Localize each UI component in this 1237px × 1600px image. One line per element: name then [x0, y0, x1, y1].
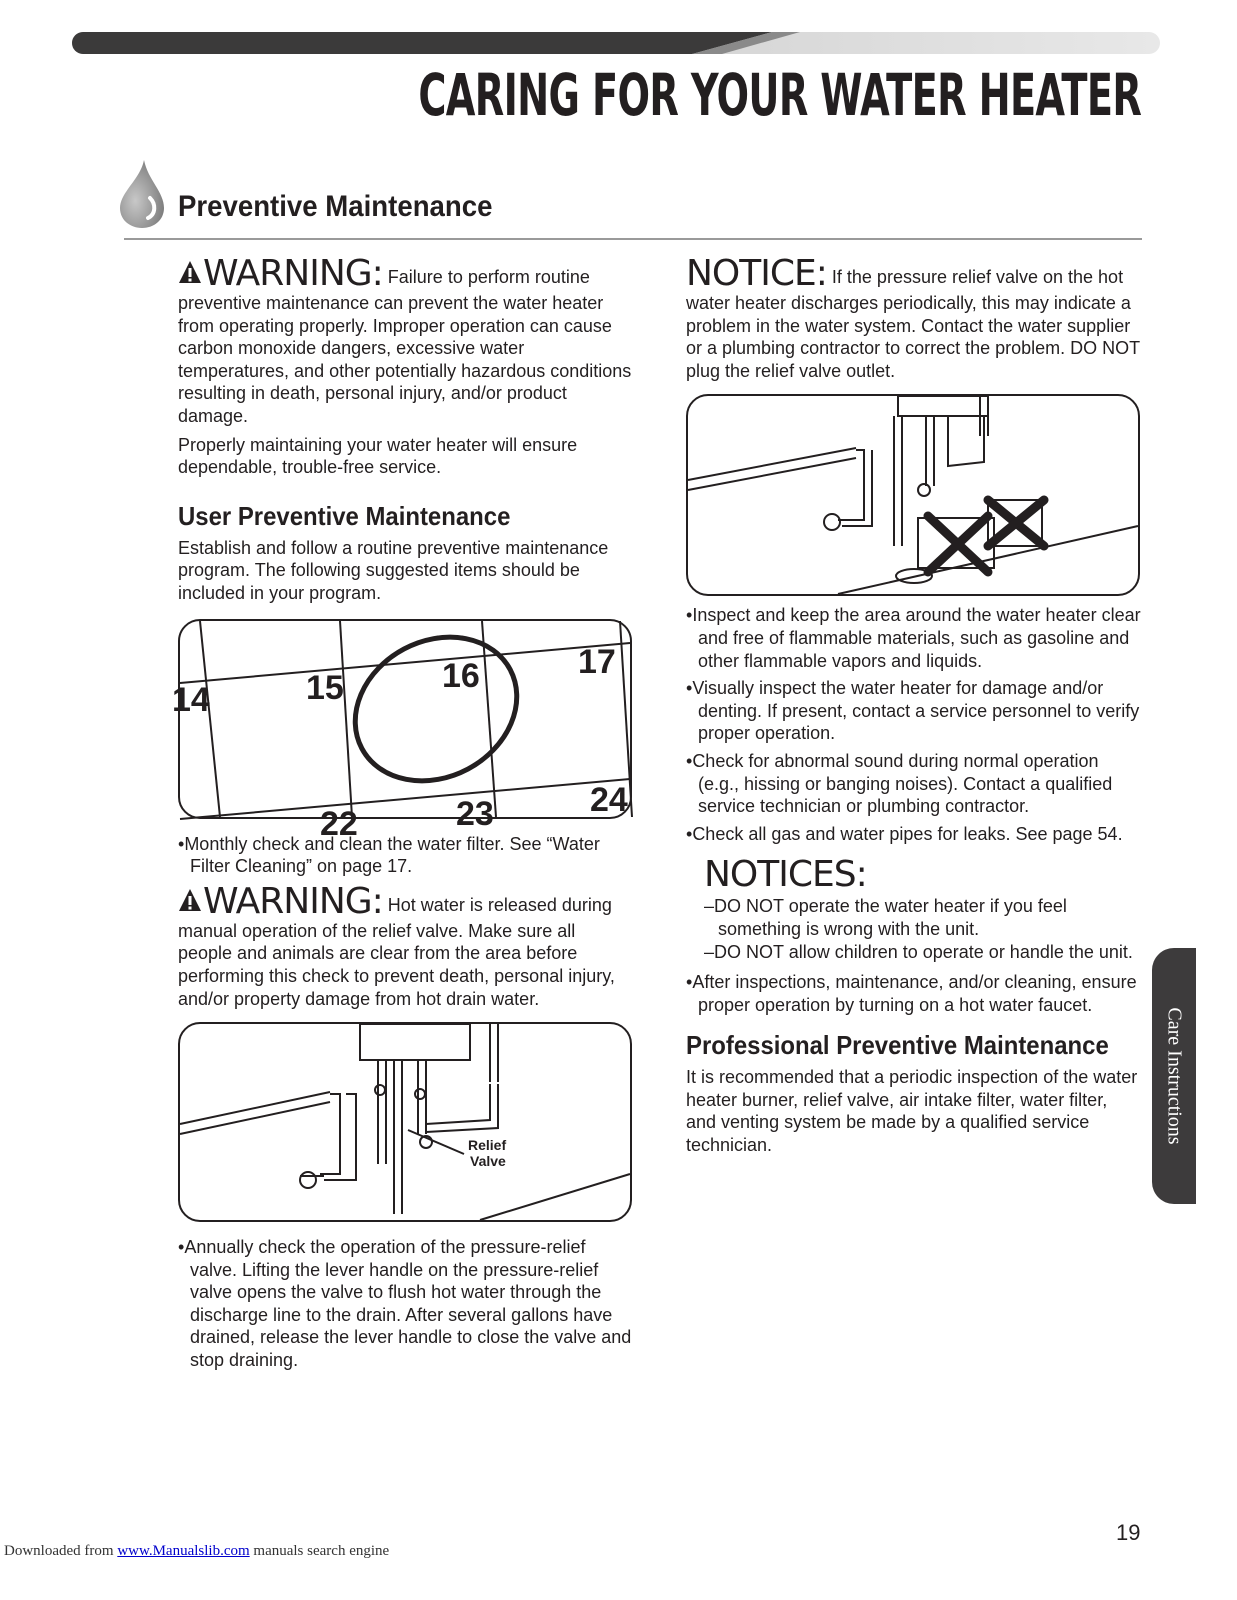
- calendar-day-16: 16: [442, 656, 480, 695]
- warning-block-1: [178, 253, 634, 428]
- calendar-day-14: 14: [172, 680, 210, 719]
- user-maintenance-text: Establish and follow a routine preventive maintenance program. The following suggested items should be included in your program.: [178, 537, 609, 603]
- warning-text: Hot water is released during manual operation of the relief valve. Make sure all people and animals are clear from the area before performing this check to prevent death, personal injury, and/or property damage from hot drain water.: [178, 894, 615, 1009]
- footer-suffix: manuals search engine: [249, 1543, 390, 1559]
- calendar-day-17: 17: [578, 642, 616, 681]
- calendar-day-24: 24: [590, 780, 628, 819]
- header-bar: [72, 32, 1160, 54]
- page-number: 19: [1116, 1520, 1141, 1545]
- section-divider: [124, 238, 1142, 240]
- intro-paragraph: Properly maintaining your water heater will ensure dependable, trouble-free service.: [178, 434, 578, 478]
- after-bullet-list: [686, 971, 1142, 1016]
- notices-label: NOTICES:: [704, 854, 867, 896]
- list-item: • Inspect and keep the area around the water heater clear and free of flammable materials, such as gasoline and other flammable vapors and liquids.: [686, 604, 1142, 672]
- page-title: CARING FOR YOUR WATER HEATER: [418, 61, 1141, 129]
- warning-triangle-icon: [178, 888, 202, 912]
- relief-bullet-list: [178, 1236, 634, 1372]
- relief-valve-label-line2: Valve: [470, 1153, 506, 1170]
- calendar-day-15: 15: [306, 668, 344, 707]
- relief-valve-illustration: [178, 1022, 632, 1222]
- list-item: – DO NOT operate the water heater if you feel something is wrong with the unit.: [704, 895, 1142, 940]
- section-title: Preventive Maintenance: [178, 190, 493, 223]
- side-tab-label: Care Instructions: [1163, 1007, 1186, 1145]
- notices-list: [704, 895, 1142, 963]
- list-item: • After inspections, maintenance, and/or cleaning, ensure proper operation by turning on a hot water faucet.: [686, 971, 1142, 1016]
- relief-valve-label-line1: Relief: [468, 1137, 507, 1154]
- list-item: • Visually inspect the water heater for damage and/or denting. If present, contact a service personnel to verify proper operation.: [686, 677, 1142, 745]
- professional-maintenance-heading: Professional Preventive Maintenance: [686, 1030, 1109, 1061]
- user-maintenance-heading: User Preventive Maintenance: [178, 500, 511, 531]
- download-footer: [4, 1543, 389, 1560]
- water-drop-icon: [114, 158, 168, 230]
- warning-block-2: [178, 880, 634, 1010]
- warning-label: WARNING:: [203, 253, 383, 294]
- list-item: • Annually check the operation of the pressure-relief valve. Lifting the lever handle on the pressure-relief valve opens the valve to flush hot water through the discharge line to the drain. After several gallons have drained, release the lever handle to close the valve and stop draining.: [178, 1236, 634, 1372]
- list-item: – DO NOT allow children to operate or handle the unit.: [704, 941, 1142, 964]
- footer-prefix: Downloaded from: [4, 1543, 118, 1559]
- notice-label: NOTICE:: [686, 253, 827, 294]
- section-side-tab: [1152, 948, 1196, 1204]
- calendar-day-22: 22: [320, 804, 358, 843]
- list-item: • Monthly check and clean the water filter. See “Water Filter Cleaning” on page 17.: [178, 833, 634, 878]
- notice-block: [686, 253, 1142, 382]
- drain-area-illustration: [686, 394, 1140, 596]
- warning-label: WARNING:: [203, 880, 383, 922]
- list-item: • Check all gas and water pipes for leaks. See page 54.: [686, 823, 1142, 846]
- inspection-bullet-list: [686, 604, 1142, 845]
- calendar-illustration: [172, 619, 632, 843]
- list-item: • Check for abnormal sound during normal operation (e.g., hissing or banging noises). Contact a qualified service technician or plumbing contractor.: [686, 750, 1142, 818]
- notice-text: If the pressure relief valve on the hot water heater discharges periodically, this may indicate a problem in the water system. Contact the water supplier or a plumbing contractor to correct the problem. DO NOT plug the relief valve outlet.: [686, 267, 1140, 381]
- warning-text: Failure to perform routine preventive maintenance can prevent the water heater from operating properly. Improper operation can cause carbon monoxide dangers, excessive water temperatures, and other potentially hazardous conditions resulting in death, personal injury, and/or product damage.: [178, 267, 632, 426]
- footer-link[interactable]: www.Manualslib.com: [117, 1543, 250, 1559]
- warning-triangle-icon: [178, 260, 202, 284]
- calendar-day-23: 23: [456, 794, 494, 833]
- filter-bullet-list: [178, 833, 634, 878]
- professional-maintenance-text: It is recommended that a periodic inspection of the water heater burner, relief valve, air intake filter, water filter, and venting system be made by a qualified service technician.: [686, 1067, 1138, 1156]
- left-column: [172, 253, 634, 1377]
- right-column: [686, 253, 1142, 1157]
